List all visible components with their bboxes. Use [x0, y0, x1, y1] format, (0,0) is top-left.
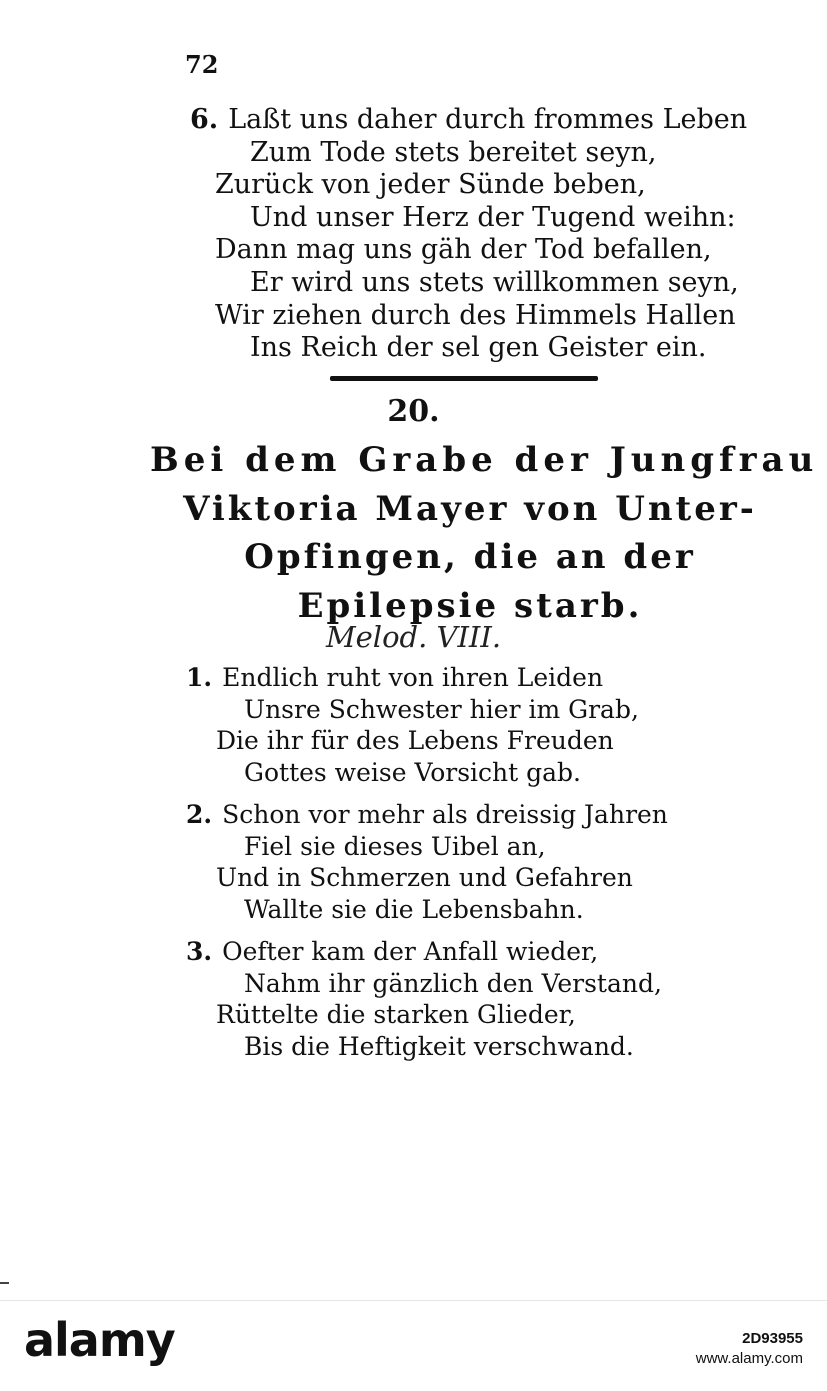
verse-number: 2.	[186, 800, 213, 829]
stanza-line: 2. Schon vor mehr als dreissig Jahren	[186, 800, 668, 829]
image-id: 2D93955	[742, 1330, 803, 1347]
stanza-line: 1. Endlich ruht von ihren Leiden	[186, 663, 604, 692]
stanza-line: Ins Reich der sel gen Geister ein.	[250, 332, 707, 364]
stanza-line: Zum Tode stets bereitet seyn,	[250, 136, 657, 168]
stanza-line: Nahm ihr gänzlich den Verstand,	[244, 968, 662, 998]
stanza-line: Wir ziehen durch des Himmels Hallen	[215, 299, 736, 331]
title-line: Bei dem Grabe der Jungfrau	[150, 440, 819, 480]
hymn-title	[150, 436, 819, 630]
stanza-line: Bis die Heftigkeit verschwand.	[244, 1031, 634, 1061]
verse-number: 6.	[190, 104, 219, 135]
stanza-line: Zurück von jeder Sünde beben,	[215, 169, 646, 201]
stanza-line: Rüttelte die starken Glieder,	[216, 1000, 576, 1029]
site-url: www.alamy.com	[695, 1350, 803, 1367]
title-line: Epilepsie starb.	[297, 585, 643, 626]
page-edge-mark	[0, 1282, 9, 1284]
melody-indication: Melod. VIII.	[325, 620, 502, 654]
stanza-6	[190, 104, 750, 365]
stanza-line: Er wird uns stets willkommen seyn,	[250, 266, 739, 298]
title-line: Opfingen, die an der	[244, 537, 696, 577]
title-line: Viktoria Mayer von Unter-	[183, 488, 757, 529]
image-meta	[696, 1329, 803, 1369]
stanza-list	[186, 662, 746, 1073]
stanza-line: Die ihr für des Lebens Freuden	[216, 726, 614, 755]
stanza-2	[186, 799, 746, 925]
stanza-line: 3. Oefter kam der Anfall wieder,	[186, 937, 599, 966]
verse-number: 1.	[186, 663, 213, 692]
hymn-number: 20.	[387, 394, 440, 429]
stock-footer	[0, 1300, 827, 1391]
stanza-line: Wallte sie die Lebensbahn.	[244, 894, 584, 924]
stanza-3	[186, 936, 746, 1062]
stanza-1	[186, 662, 746, 788]
stanza-line: Fiel sie dieses Uibel an,	[244, 831, 546, 861]
stanza-line: Unsre Schwester hier im Grab,	[244, 694, 639, 724]
stanza-line: Dann mag uns gäh der Tod befallen,	[215, 234, 712, 266]
stanza-line: 6. Laßt uns daher durch frommes Leben	[190, 104, 748, 135]
stanza-line: Und unser Herz der Tugend weihn:	[250, 201, 736, 233]
page-number: 72	[185, 50, 219, 79]
stanza-line: Und in Schmerzen und Gefahren	[216, 863, 633, 892]
stanza-line: Gottes weise Vorsicht gab.	[244, 757, 581, 787]
section-divider	[330, 376, 598, 381]
brand-logo: alamy	[24, 1313, 175, 1367]
verse-number: 3.	[186, 937, 213, 966]
